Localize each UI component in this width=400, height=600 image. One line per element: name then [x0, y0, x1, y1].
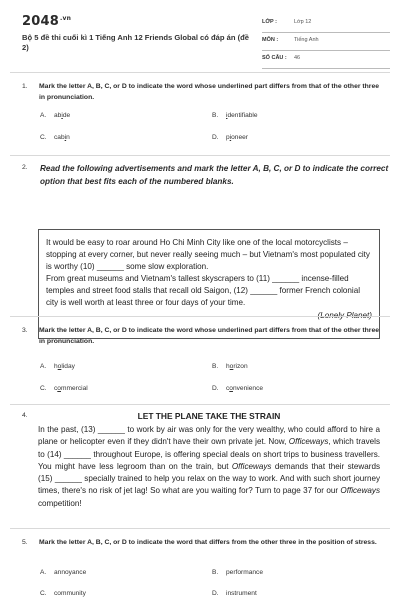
question-instruction: Read the following advertisements and mark the letter A, B, C, or D to indicate the correct option that best fits each of the numbered blanks. [40, 164, 389, 186]
option-underlined: o [57, 363, 62, 370]
option-letter: A. [40, 112, 47, 119]
option-text: c [54, 385, 58, 392]
meta-label: MÔN : [262, 37, 279, 43]
meta-value: Tiếng Anh [294, 37, 319, 43]
option-letter: D. [212, 385, 219, 392]
option-text: liday [61, 363, 75, 370]
divider [10, 404, 390, 405]
option-letter: C. [40, 134, 47, 141]
option-underlined: i [64, 134, 67, 141]
option-text: c [226, 385, 230, 392]
option-text: h [54, 363, 58, 370]
option-underlined: o [229, 385, 233, 392]
option-letter: B. [212, 569, 219, 576]
question-instruction: Mark the letter A, B, C, or D to indicate the word that differs from the other three in the position of stress. [39, 539, 377, 546]
option-text: cab [54, 134, 65, 141]
option-text: performance [226, 569, 264, 576]
option-underlined: o [229, 363, 234, 370]
document-header [10, 6, 390, 70]
option-underlined: o [57, 385, 61, 392]
option-a[interactable] [40, 363, 75, 370]
meta-row-class [262, 15, 390, 33]
meta-row-subject [262, 33, 390, 51]
meta-label: SỐ CÂU : [262, 55, 287, 61]
option-d[interactable] [212, 385, 263, 392]
question-instruction: Mark the letter A, B, C, or D to indicate the word whose underlined part differs from that of the other three in pronunciation. [39, 327, 380, 345]
passage-title: LET THE PLANE TAKE THE STRAIN [137, 411, 281, 421]
option-text: p [226, 134, 230, 141]
question-number: 5. [22, 539, 28, 546]
meta-value: Lớp 12 [294, 19, 312, 25]
option-c[interactable] [40, 590, 86, 597]
option-underlined: i [226, 112, 228, 119]
option-text: h [226, 363, 230, 370]
option-letter: B. [212, 363, 219, 370]
meta-row-count [262, 51, 390, 69]
advertisement-box [38, 229, 380, 339]
option-a[interactable] [40, 569, 86, 576]
question-number: 1. [22, 83, 28, 90]
option-c[interactable] [40, 385, 88, 392]
option-c[interactable] [40, 134, 70, 141]
option-text: community [54, 590, 86, 597]
meta-table [262, 15, 390, 69]
option-letter: C. [40, 385, 47, 392]
site-logo[interactable] [22, 14, 71, 29]
option-text: ab [54, 112, 62, 119]
meta-value: 46 [294, 55, 301, 61]
divider [10, 155, 390, 156]
logo-text: 2048 [22, 14, 59, 29]
meta-label: LỚP : [262, 19, 277, 25]
passage-paragraph: From great museums and Vietnam's tallest skyscrapers to (11) ______ incense-filled temples and street food stalls that recall old Saigon, (12) ______ former French colonial city is well worth at least three or four days of your time. [46, 274, 361, 308]
logo-suffix: .vn [59, 14, 72, 22]
option-letter: D. [212, 590, 219, 597]
document-title: Bộ 5 đề thi cuối kì 1 Tiếng Anh 12 Friends Global có đáp án (đề 2) [22, 33, 250, 52]
option-a[interactable] [40, 112, 70, 119]
option-letter: C. [40, 590, 47, 597]
option-d[interactable] [212, 134, 248, 141]
option-underlined: i [61, 112, 63, 119]
option-letter: A. [40, 569, 47, 576]
option-text: mmercial [60, 385, 88, 392]
option-letter: D. [212, 134, 219, 141]
passage-text: In the past, (13) ______ to work by air was only for the very wealthy, who could afford to hire a plane or helicopter even if they didn't have their own private jet. Now, Officeways, which travels to (14) ______ throughout Europe, is offering special deals on short trips to business travellers. You might have less legroom than on the train, but Officeways demands that their stewards (15) ______ specially trained to help you relax on the way to work. And with such short journey times, there's no risk of jet lag! So what are you waiting for? Turn to page 37 for our Officeways competition! [38, 425, 380, 508]
question-number: 4. [22, 412, 28, 419]
question-number: 2. [22, 164, 28, 171]
option-text: oneer [231, 134, 249, 141]
option-text: nvenience [232, 385, 264, 392]
question-number: 3. [22, 327, 28, 334]
option-text: de [62, 112, 71, 119]
option-b[interactable] [212, 569, 263, 576]
option-underlined: i [229, 134, 232, 141]
option-letter: B. [212, 112, 219, 119]
option-letter: A. [40, 363, 47, 370]
option-text: annoyance [54, 569, 87, 576]
option-text: instrument [226, 590, 257, 597]
passage-paragraph: It would be easy to roar around Ho Chi Minh City like one of the local motorcyclists – stopping at every corner, but never really seeing much – but Vietnam's most populated city is worthy (10) ______ some slow exploration. [46, 238, 370, 272]
divider [10, 72, 390, 73]
option-text: dentifiable [227, 112, 258, 119]
option-d[interactable] [212, 590, 257, 597]
option-text: n [66, 134, 70, 141]
option-text: rizon [233, 363, 248, 370]
question-instruction: Mark the letter A, B, C, or D to indicate the word whose underlined part differs from that of the other three in pronunciation. [39, 83, 380, 101]
passage-source: (Lonely Planet) [317, 310, 372, 320]
divider [10, 316, 390, 317]
option-b[interactable] [212, 112, 258, 119]
option-b[interactable] [212, 363, 248, 370]
divider [10, 528, 390, 529]
